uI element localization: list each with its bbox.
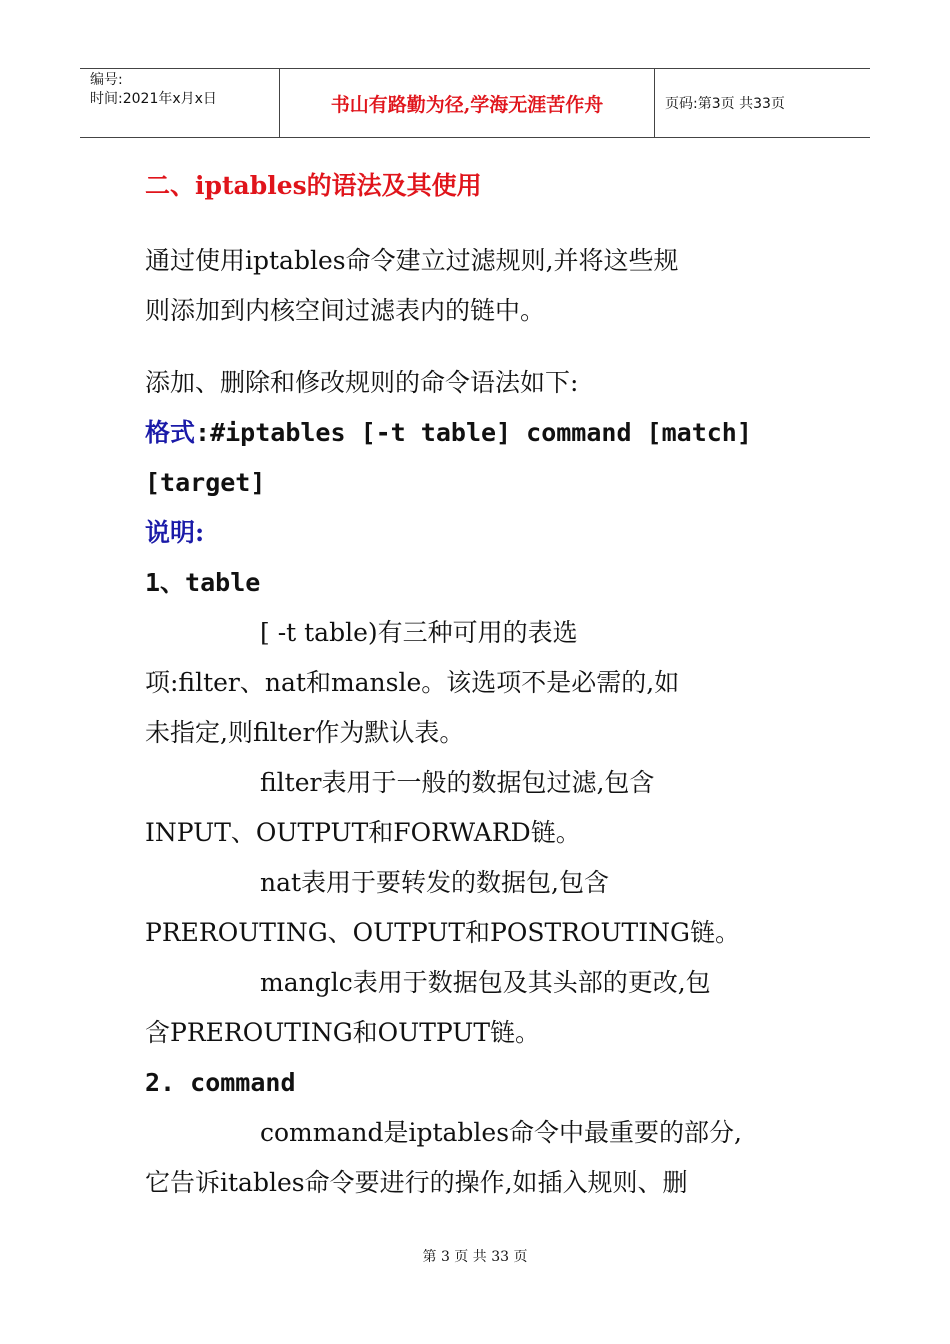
format-syntax: :#iptables [-t table] command [match] [195, 418, 752, 447]
time-label: 时间:2021年x月x日 [90, 91, 217, 107]
note-label: 说明: [145, 518, 205, 547]
format-line-2: [target] [145, 468, 266, 497]
item-heading-table: 1、table [145, 568, 261, 597]
page-header [80, 68, 870, 138]
paragraph-line: 则添加到内核空间过滤表内的链中。 [145, 296, 546, 325]
number-label: 编号: [90, 72, 123, 88]
document-body [145, 158, 815, 1208]
paragraph-line: 未指定,则filter作为默认表。 [145, 718, 465, 747]
paragraph-line: 通过使用iptables命令建立过滤规则,并将这些规 [145, 246, 679, 275]
paragraph-line: command是iptables命令中最重要的部分, [260, 1118, 742, 1147]
item-heading-command: 2. command [145, 1068, 296, 1097]
page-footer: 第 3 页 共 33 页 [422, 1249, 528, 1265]
paragraph-line: nat表用于要转发的数据包,包含 [260, 868, 610, 897]
paragraph-line: 它告诉itables命令要进行的操作,如插入规则、删 [145, 1168, 688, 1197]
format-line [145, 408, 815, 458]
header-page-info: 页码:第3页 共33页 [665, 96, 785, 112]
paragraph-line: [ -t table)有三种可用的表选 [260, 618, 578, 647]
header-motto: 书山有路勤为径,学海无涯苦作舟 [280, 69, 655, 137]
paragraph-line: INPUT、OUTPUT和FORWARD链。 [145, 818, 581, 847]
paragraph-line: 添加、删除和修改规则的命令语法如下: [145, 368, 579, 397]
header-left-cell [80, 69, 280, 137]
paragraph-line: filter表用于一般的数据包过滤,包含 [260, 768, 655, 797]
section-heading: 二、iptables的语法及其使用 [145, 171, 482, 200]
paragraph-line: manglc表用于数据包及其头部的更改,包 [260, 968, 711, 997]
format-label: 格式 [145, 418, 196, 447]
paragraph-line: 项:filter、nat和mansle。该选项不是必需的,如 [145, 668, 680, 697]
paragraph-line: 含PREROUTING和OUTPUT链。 [145, 1018, 541, 1047]
paragraph-line: PREROUTING、OUTPUT和POSTROUTING链。 [145, 918, 740, 947]
